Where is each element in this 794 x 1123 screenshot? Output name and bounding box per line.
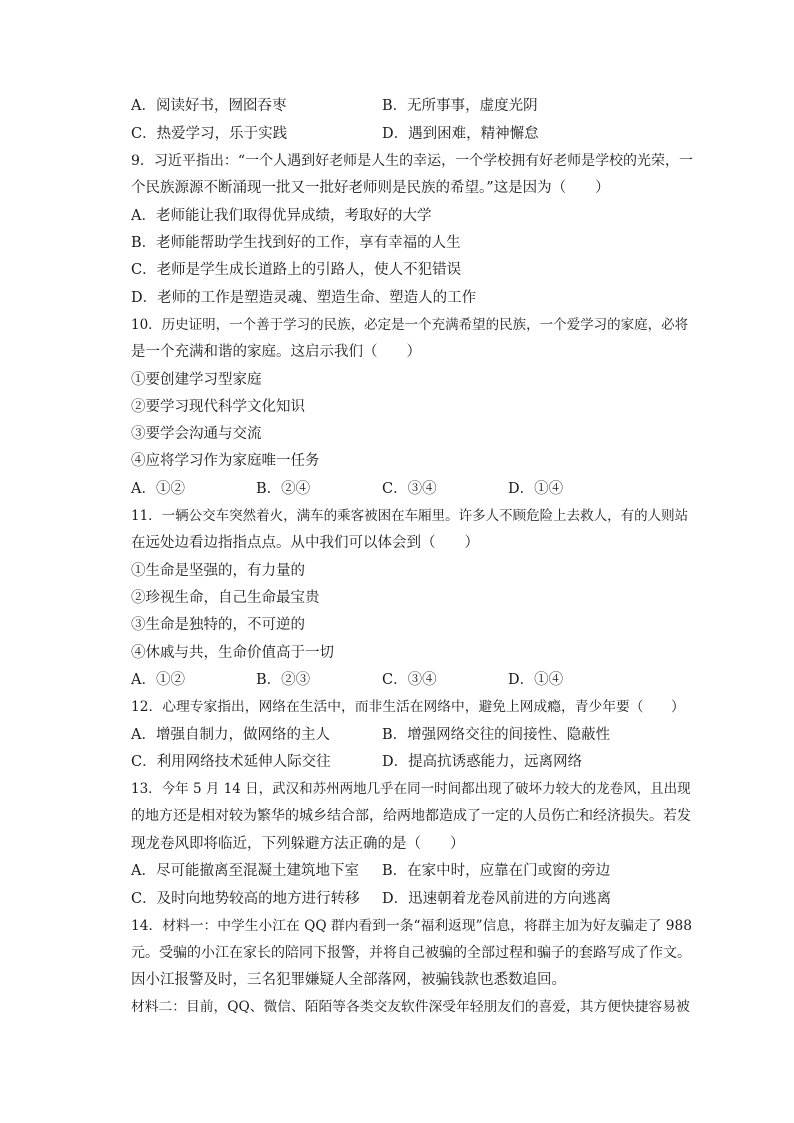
q12-option-a: A．增强自制力，做网络的主人 xyxy=(131,727,330,743)
q10-item-1: ①要创建学习型家庭 xyxy=(131,372,262,388)
q11-option-c: C．③④ xyxy=(382,672,437,688)
q10-item-4: ④应将学习作为家庭唯一任务 xyxy=(131,453,320,469)
q10-item-3: ③要学会沟通与交流 xyxy=(131,426,262,442)
q10-option-d: D．①④ xyxy=(508,481,564,497)
q11-options-row xyxy=(131,670,691,690)
q11-option-a: A．①② xyxy=(131,672,185,688)
q13-option-a: A．尽可能撤离至混凝土建筑地下室 xyxy=(131,863,359,879)
q10-option-b: B．②④ xyxy=(256,481,311,497)
q8-option-d: D．遇到困难，精神懈怠 xyxy=(382,126,539,142)
q10-stem-line-2: 是一个充满和谐的家庭。这启示我们（ ） xyxy=(131,344,421,360)
q10-stem-line-1: 10．历史证明，一个善于学习的民族，必定是一个充满希望的民族，一个爱学习的家庭，必将 xyxy=(131,317,689,333)
q13-option-b: B．在家中时，应靠在门或窗的旁边 xyxy=(382,863,611,879)
q8-options-row-1 xyxy=(131,96,691,116)
q11-option-d: D．①④ xyxy=(508,672,564,688)
q8-options-row-2 xyxy=(131,124,691,144)
q12-options-row-1 xyxy=(131,725,691,745)
q10-option-a: A．①② xyxy=(131,481,185,497)
q10-option-c: C．③④ xyxy=(382,481,437,497)
q13-option-c: C．及时向地势较高的地方进行转移 xyxy=(131,891,360,907)
q11-item-3: ③生命是独特的，不可逆的 xyxy=(131,617,305,633)
q12-option-c: C．利用网络技术延伸人际交往 xyxy=(131,754,331,770)
q9-stem-line-2: 个民族源源不断涌现一批又一批好老师则是民族的希望。”这是因为（ ） xyxy=(131,180,610,196)
q11-item-4: ④休戚与共，生命价值高于一切 xyxy=(131,645,334,661)
q12-options-row-2 xyxy=(131,752,691,772)
q13-option-d: D．迅速朝着龙卷风前进的方向逃离 xyxy=(382,891,612,907)
q8-option-c: C．热爱学习，乐于实践 xyxy=(131,126,288,142)
q13-stem-line-3: 现龙卷风即将临近，下列躲避方法正确的是（ ） xyxy=(131,836,465,852)
q11-item-2: ②珍视生命，自己生命最宝贵 xyxy=(131,590,320,606)
q8-option-b: B．无所事事，虚度光阴 xyxy=(382,98,538,114)
q12-option-d: D．提高抗诱惑能力，远离网络 xyxy=(382,754,583,770)
q13-stem-line-2: 的地方还是相对较为繁华的城乡结合部，给两地都造成了一定的人员伤亡和经济损失。若发 xyxy=(131,808,691,824)
q13-options-row-2 xyxy=(131,889,691,909)
q9-option-a: A．老师能让我们取得优异成绩，考取好的大学 xyxy=(131,208,432,224)
q10-options-row xyxy=(131,479,691,499)
q11-stem-line-2: 在远处边看边指指点点。从中我们可以体会到（ ） xyxy=(131,535,479,551)
q12-stem-line-1: 12．心理专家指出，网络在生活中，而非生活在网络中，避免上网成瘾，青少年要（ ） xyxy=(131,699,685,715)
q11-stem-line-1: 11．一辆公交车突然着火，满车的乘客被困在车厢里。许多人不顾危险上去救人，有的人则站 xyxy=(131,508,689,524)
q9-option-b: B．老师能帮助学生找到好的工作，享有幸福的人生 xyxy=(131,235,461,251)
q13-options-row-1 xyxy=(131,861,691,881)
q14-line-3: 因小江报警及时，三名犯罪嫌疑人全部落网，被骗钱款也悉数追回。 xyxy=(131,972,566,988)
q9-option-c: C．老师是学生成长道路上的引路人，使人不犯错误 xyxy=(131,262,462,278)
q9-stem-line-1: 9．习近平指出：“一个人遇到好老师是人生的幸运，一个学校拥有好老师是学校的光荣，一 xyxy=(131,153,694,169)
q13-stem-line-1: 13．今年 5 月 14 日，武汉和苏州两地几乎在同一时间都出现了破坏力较大的龙卷风，且出现 xyxy=(131,781,691,797)
q9-option-d: D．老师的工作是塑造灵魂、塑造生命、塑造人的工作 xyxy=(131,290,477,306)
q14-line-2: 元。受骗的小江在家长的陪同下报警，并将自己被骗的全部过程和骗子的套路写成了作文。 xyxy=(131,945,691,961)
q14-line-1: 14．材料一：中学生小江在 QQ 群内看到一条“福利返现”信息，将群主加为好友骗走了 988 xyxy=(131,918,692,934)
q11-option-b: B．②③ xyxy=(256,672,311,688)
q14-line-4: 材料二：目前，QQ、微信、陌陌等各类交友软件深受年轻朋友们的喜爱，其方便快捷容易被 xyxy=(131,999,690,1015)
q10-item-2: ②要学习现代科学文化知识 xyxy=(131,399,305,415)
q11-item-1: ①生命是坚强的，有力量的 xyxy=(131,563,305,579)
q8-option-a: A．阅读好书，囫囵吞枣 xyxy=(131,98,287,114)
q12-option-b: B．增强网络交往的间接性、隐蔽性 xyxy=(382,727,611,743)
